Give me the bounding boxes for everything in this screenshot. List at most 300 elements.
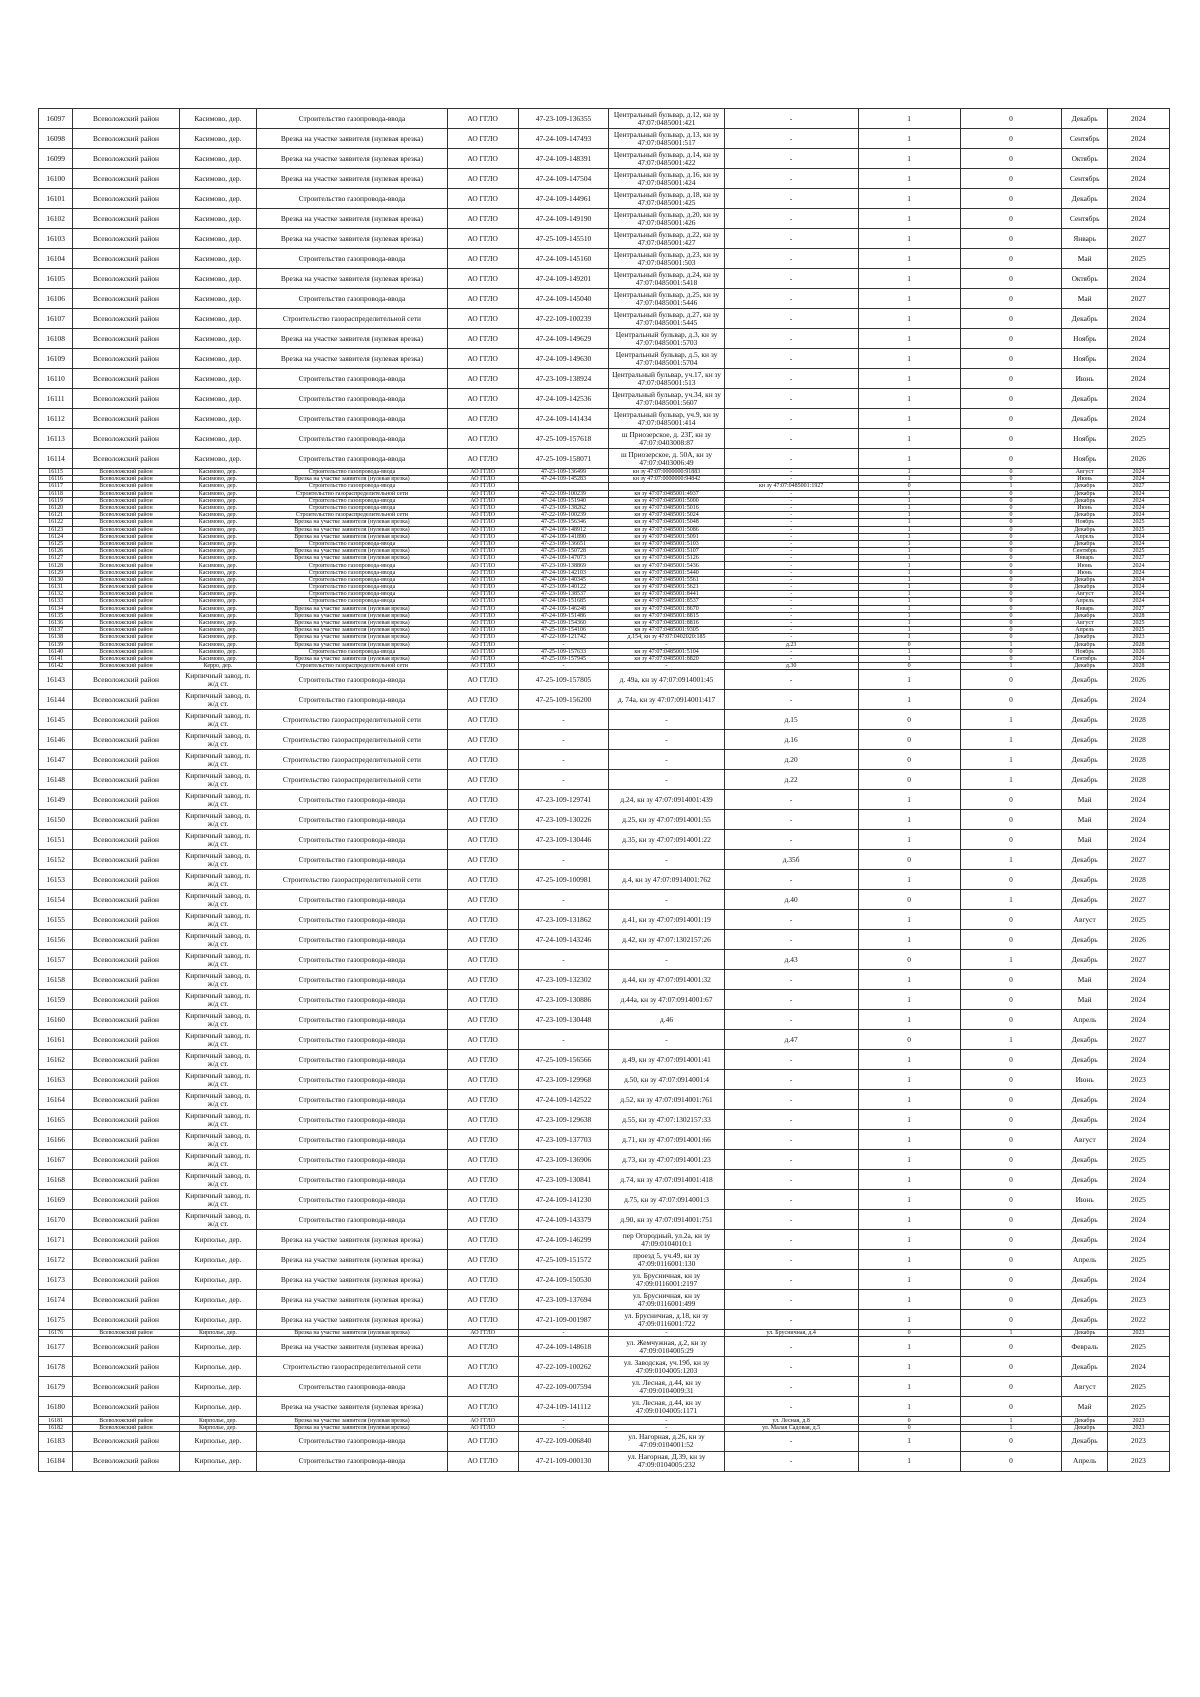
cell-work-type: Врезка на участке заявителя (нулевая врезка) — [257, 269, 448, 289]
cell-district: Всеволожский район — [73, 690, 179, 710]
table-row — [39, 1150, 1170, 1170]
table-row — [39, 730, 1170, 750]
cell-contract-number: 47-21-109-001987 — [518, 1310, 609, 1330]
cell-contract-number: 47-24-109-148391 — [518, 149, 609, 169]
cell-settlement: Кирпичный завод, п. ж/д ст. — [179, 690, 257, 710]
cell-settlement: Касимово, дер. — [179, 519, 257, 526]
cell-row-number: 16176 — [39, 1330, 73, 1337]
cell-month: Май — [1062, 990, 1107, 1010]
cell-address: ул. Жемчужная, д.2, кн зу 47:09:0104005:29 — [609, 1337, 724, 1357]
cell-year: 2024 — [1107, 389, 1169, 409]
cell-organization: АО ГГЛО — [447, 269, 518, 289]
cell-month: Август — [1062, 1130, 1107, 1150]
cell-row-number: 16113 — [39, 429, 73, 449]
cell-address: Центральный бульвар, д.18, кн зу 47:07:0485001:425 — [609, 189, 724, 209]
cell-year: 2025 — [1107, 1397, 1169, 1417]
cell-count-b: 0 — [960, 1337, 1062, 1357]
cell-address-alt: - — [724, 469, 858, 476]
cell-address-alt: - — [724, 555, 858, 562]
cell-row-number: 16148 — [39, 770, 73, 790]
table-row — [39, 526, 1170, 533]
table-row — [39, 540, 1170, 547]
cell-address: Центральный бульвар, д.5, кн зу 47:07:0485001:5704 — [609, 349, 724, 369]
cell-address-alt: - — [724, 209, 858, 229]
cell-count-a: 1 — [858, 149, 960, 169]
cell-district: Всеволожский район — [73, 655, 179, 662]
cell-district: Всеволожский район — [73, 569, 179, 576]
cell-year: 2023 — [1107, 1290, 1169, 1310]
cell-district: Всеволожский район — [73, 1050, 179, 1070]
cell-month: Декабрь — [1062, 483, 1107, 490]
cell-year: 2027 — [1107, 605, 1169, 612]
cell-work-type: Строительство газопровода-ввода — [257, 910, 448, 930]
cell-work-type: Строительство газопровода-ввода — [257, 569, 448, 576]
cell-row-number: 16178 — [39, 1357, 73, 1377]
cell-year: 2027 — [1107, 850, 1169, 870]
table-row — [39, 449, 1170, 469]
cell-year: 2026 — [1107, 930, 1169, 950]
table-row — [39, 1424, 1170, 1431]
cell-settlement: Касимово, дер. — [179, 149, 257, 169]
cell-contract-number: - — [518, 750, 609, 770]
cell-count-b: 0 — [960, 555, 1062, 562]
cell-district: Всеволожский район — [73, 1090, 179, 1110]
cell-count-a: 1 — [858, 409, 960, 429]
cell-contract-number: 47-25-109-157633 — [518, 648, 609, 655]
cell-organization: АО ГГЛО — [447, 930, 518, 950]
cell-count-a: 1 — [858, 1230, 960, 1250]
cell-address: д. 74а, кн зу 47:07:0914001:417 — [609, 690, 724, 710]
cell-work-type: Врезка на участке заявителя (нулевая врезка) — [257, 627, 448, 634]
cell-year: 2028 — [1107, 730, 1169, 750]
cell-address: кн зу 47:07:0485001:8820 — [609, 655, 724, 662]
cell-address-alt: - — [724, 1070, 858, 1090]
cell-address-alt: - — [724, 576, 858, 583]
cell-settlement: Кирполье, дер. — [179, 1397, 257, 1417]
cell-row-number: 16181 — [39, 1417, 73, 1424]
cell-row-number: 16121 — [39, 512, 73, 519]
cell-year: 2028 — [1107, 770, 1169, 790]
cell-count-b: 0 — [960, 830, 1062, 850]
cell-contract-number: 47-24-109-145160 — [518, 249, 609, 269]
cell-organization: АО ГГЛО — [447, 1330, 518, 1337]
cell-address: д.71, кн зу 47:07:0914001:66 — [609, 1130, 724, 1150]
cell-district: Всеволожский район — [73, 1030, 179, 1050]
cell-settlement: Кирполье, дер. — [179, 1451, 257, 1471]
cell-settlement: Касимово, дер. — [179, 576, 257, 583]
cell-month: Январь — [1062, 555, 1107, 562]
cell-district: Всеволожский район — [73, 1431, 179, 1451]
cell-organization: АО ГГЛО — [447, 1424, 518, 1431]
cell-address: - — [609, 1330, 724, 1337]
cell-row-number: 16168 — [39, 1170, 73, 1190]
cell-district: Всеволожский район — [73, 1190, 179, 1210]
cell-contract-number: 47-23-109-129968 — [518, 1070, 609, 1090]
cell-address-alt: - — [724, 634, 858, 641]
cell-organization: АО ГГЛО — [447, 730, 518, 750]
cell-row-number: 16172 — [39, 1250, 73, 1270]
cell-district: Всеволожский район — [73, 1397, 179, 1417]
cell-count-b: 0 — [960, 1377, 1062, 1397]
cell-year: 2024 — [1107, 309, 1169, 329]
cell-address-alt: - — [724, 830, 858, 850]
cell-count-b: 0 — [960, 109, 1062, 129]
cell-count-b: 0 — [960, 229, 1062, 249]
cell-settlement: Кирпичный завод, п. ж/д ст. — [179, 790, 257, 810]
cell-settlement: Кирпичный завод, п. ж/д ст. — [179, 850, 257, 870]
cell-row-number: 16184 — [39, 1451, 73, 1471]
cell-month: Ноябрь — [1062, 329, 1107, 349]
cell-count-a: 1 — [858, 512, 960, 519]
cell-address-alt: - — [724, 449, 858, 469]
cell-month: Апрель — [1062, 627, 1107, 634]
table-row — [39, 1050, 1170, 1070]
cell-contract-number: 47-23-109-138537 — [518, 591, 609, 598]
cell-district: Всеволожский район — [73, 490, 179, 497]
cell-address-alt: - — [724, 1150, 858, 1170]
cell-contract-number: 47-22-109-100239 — [518, 490, 609, 497]
cell-settlement: Касимово, дер. — [179, 512, 257, 519]
cell-address-alt: - — [724, 1337, 858, 1357]
cell-year: 2024 — [1107, 1110, 1169, 1130]
cell-count-b: 0 — [960, 1010, 1062, 1030]
table-row — [39, 548, 1170, 555]
cell-address: пер Огородный, ул.2а, кн зу 47:09:0104010:1 — [609, 1230, 724, 1250]
cell-year: 2024 — [1107, 576, 1169, 583]
cell-month: Декабрь — [1062, 930, 1107, 950]
cell-count-b: 0 — [960, 930, 1062, 950]
table-row — [39, 930, 1170, 950]
cell-work-type: Врезка на участке заявителя (нулевая врезка) — [257, 548, 448, 555]
cell-organization: АО ГГЛО — [447, 329, 518, 349]
table-row — [39, 497, 1170, 504]
cell-count-b: 0 — [960, 1357, 1062, 1377]
cell-month: Август — [1062, 910, 1107, 930]
cell-row-number: 16141 — [39, 655, 73, 662]
cell-organization: АО ГГЛО — [447, 562, 518, 569]
cell-contract-number: - — [518, 1330, 609, 1337]
cell-contract-number: 47-25-109-158071 — [518, 449, 609, 469]
cell-row-number: 16147 — [39, 750, 73, 770]
cell-contract-number: 47-24-109-143246 — [518, 930, 609, 950]
cell-contract-number: 47-22-109-006840 — [518, 1431, 609, 1451]
cell-count-a: 1 — [858, 1010, 960, 1030]
cell-contract-number: - — [518, 730, 609, 750]
cell-count-a: 1 — [858, 612, 960, 619]
cell-settlement: Касимово, дер. — [179, 619, 257, 626]
cell-work-type: Строительство газораспределительной сети — [257, 663, 448, 670]
cell-count-a: 1 — [858, 490, 960, 497]
cell-count-a: 1 — [858, 598, 960, 605]
cell-address-alt: - — [724, 309, 858, 329]
cell-count-b: 0 — [960, 790, 1062, 810]
cell-count-b: 0 — [960, 329, 1062, 349]
cell-work-type: Строительство газопровода-ввода — [257, 950, 448, 970]
cell-address-alt: - — [724, 533, 858, 540]
cell-address: Центральный бульвар, д.20, кн зу 47:07:0485001:426 — [609, 209, 724, 229]
cell-count-b: 0 — [960, 1090, 1062, 1110]
table-row — [39, 533, 1170, 540]
cell-month: Июнь — [1062, 504, 1107, 511]
cell-district: Всеволожский район — [73, 1170, 179, 1190]
cell-year: 2024 — [1107, 409, 1169, 429]
cell-year: 2024 — [1107, 810, 1169, 830]
cell-count-a: 1 — [858, 1050, 960, 1070]
cell-count-b: 0 — [960, 634, 1062, 641]
cell-count-b: 0 — [960, 1070, 1062, 1090]
cell-address-alt: - — [724, 1357, 858, 1377]
cell-work-type: Врезка на участке заявителя (нулевая врезка) — [257, 1250, 448, 1270]
table-row — [39, 289, 1170, 309]
cell-settlement: Кирпичный завод, п. ж/д ст. — [179, 830, 257, 850]
cell-year: 2024 — [1107, 490, 1169, 497]
cell-address-alt: - — [724, 109, 858, 129]
cell-settlement: Касимово, дер. — [179, 469, 257, 476]
cell-contract-number: 47-24-109-147504 — [518, 169, 609, 189]
cell-month: Январь — [1062, 605, 1107, 612]
cell-settlement: Кирпичный завод, п. ж/д ст. — [179, 1010, 257, 1030]
cell-count-a: 1 — [858, 469, 960, 476]
cell-district: Всеволожский район — [73, 309, 179, 329]
cell-district: Всеволожский район — [73, 770, 179, 790]
cell-settlement: Касимово, дер. — [179, 634, 257, 641]
cell-organization: АО ГГЛО — [447, 519, 518, 526]
cell-contract-number: 47-24-109-145040 — [518, 289, 609, 309]
table-row — [39, 870, 1170, 890]
cell-settlement: Касимово, дер. — [179, 249, 257, 269]
cell-contract-number: 47-24-109-151486 — [518, 612, 609, 619]
cell-district: Всеволожский район — [73, 1230, 179, 1250]
cell-row-number: 16129 — [39, 569, 73, 576]
cell-work-type: Строительство газораспределительной сети — [257, 309, 448, 329]
cell-row-number: 16135 — [39, 612, 73, 619]
cell-contract-number: - — [518, 890, 609, 910]
cell-year: 2024 — [1107, 584, 1169, 591]
cell-address: Центральный бульвар, д.14, кн зу 47:07:0485001:422 — [609, 149, 724, 169]
cell-count-a: 0 — [858, 1030, 960, 1050]
table-row — [39, 519, 1170, 526]
table-row — [39, 770, 1170, 790]
cell-address: - — [609, 1030, 724, 1050]
cell-settlement: Касимово, дер. — [179, 389, 257, 409]
cell-row-number: 16097 — [39, 109, 73, 129]
cell-organization: АО ГГЛО — [447, 591, 518, 598]
cell-contract-number: 47-24-109-151685 — [518, 598, 609, 605]
cell-row-number: 16157 — [39, 950, 73, 970]
cell-count-a: 1 — [858, 289, 960, 309]
cell-month: Декабрь — [1062, 584, 1107, 591]
cell-month: Сентябрь — [1062, 209, 1107, 229]
cell-row-number: 16175 — [39, 1310, 73, 1330]
cell-year: 2024 — [1107, 169, 1169, 189]
cell-row-number: 16112 — [39, 409, 73, 429]
cell-address-alt: - — [724, 569, 858, 576]
table-row — [39, 1377, 1170, 1397]
cell-count-a: 1 — [858, 634, 960, 641]
cell-count-b: 0 — [960, 576, 1062, 583]
cell-work-type: Строительство газопровода-ввода — [257, 189, 448, 209]
cell-settlement: Касимово, дер. — [179, 349, 257, 369]
cell-address: ш Приозерское, д. 23Г, кн зу 47:07:0403008:87 — [609, 429, 724, 449]
cell-address-alt: - — [724, 655, 858, 662]
cell-organization: АО ГГЛО — [447, 1110, 518, 1130]
cell-row-number: 16180 — [39, 1397, 73, 1417]
cell-contract-number: 47-24-109-149190 — [518, 209, 609, 229]
cell-work-type: Врезка на участке заявителя (нулевая врезка) — [257, 229, 448, 249]
cell-address-alt: д.23 — [724, 641, 858, 648]
cell-count-a: 0 — [858, 730, 960, 750]
cell-address-alt: - — [724, 329, 858, 349]
cell-count-b: 0 — [960, 990, 1062, 1010]
cell-count-a: 0 — [858, 950, 960, 970]
cell-address: д.24, кн зу 47:07:0914001:439 — [609, 790, 724, 810]
cell-work-type: Строительство газопровода-ввода — [257, 1110, 448, 1130]
cell-district: Всеволожский район — [73, 449, 179, 469]
cell-address: кн зу 47:07:0485001:4937 — [609, 490, 724, 497]
cell-work-type: Врезка на участке заявителя (нулевая врезка) — [257, 349, 448, 369]
cell-organization: АО ГГЛО — [447, 750, 518, 770]
cell-organization: АО ГГЛО — [447, 1230, 518, 1250]
cell-work-type: Врезка на участке заявителя (нулевая врезка) — [257, 655, 448, 662]
cell-year: 2024 — [1107, 591, 1169, 598]
cell-work-type: Врезка на участке заявителя (нулевая врезка) — [257, 129, 448, 149]
cell-month: Декабрь — [1062, 770, 1107, 790]
cell-year: 2024 — [1107, 504, 1169, 511]
cell-district: Всеволожский район — [73, 349, 179, 369]
cell-count-b: 0 — [960, 540, 1062, 547]
cell-organization: АО ГГЛО — [447, 249, 518, 269]
cell-count-a: 1 — [858, 1070, 960, 1090]
cell-address: - — [609, 663, 724, 670]
cell-address-alt: - — [724, 870, 858, 890]
cell-year: 2027 — [1107, 555, 1169, 562]
cell-count-b: 0 — [960, 648, 1062, 655]
cell-address: кн зу 47:07:0000000:94842 — [609, 476, 724, 483]
cell-row-number: 16163 — [39, 1070, 73, 1090]
cell-month: Декабрь — [1062, 1110, 1107, 1130]
cell-organization: АО ГГЛО — [447, 1397, 518, 1417]
cell-contract-number: 47-25-109-157945 — [518, 655, 609, 662]
cell-address: д.55, кн зу 47:07:1302157:33 — [609, 1110, 724, 1130]
cell-count-a: 1 — [858, 591, 960, 598]
cell-settlement: Касимово, дер. — [179, 555, 257, 562]
cell-address: проезд 5, уч.49, кн зу 47:09:0116001:130 — [609, 1250, 724, 1270]
cell-address-alt: - — [724, 990, 858, 1010]
cell-row-number: 16156 — [39, 930, 73, 950]
cell-row-number: 16167 — [39, 1150, 73, 1170]
cell-work-type: Врезка на участке заявителя (нулевая врезка) — [257, 605, 448, 612]
cell-count-a: 1 — [858, 1130, 960, 1150]
cell-row-number: 16114 — [39, 449, 73, 469]
cell-year: 2024 — [1107, 497, 1169, 504]
cell-year: 2024 — [1107, 209, 1169, 229]
cell-settlement: Касимово, дер. — [179, 309, 257, 329]
cell-organization: АО ГГЛО — [447, 950, 518, 970]
cell-settlement: Кирпичный завод, п. ж/д ст. — [179, 1130, 257, 1150]
cell-district: Всеволожский район — [73, 229, 179, 249]
table-row — [39, 429, 1170, 449]
cell-count-b: 0 — [960, 389, 1062, 409]
cell-row-number: 16117 — [39, 483, 73, 490]
cell-organization: АО ГГЛО — [447, 409, 518, 429]
cell-organization: АО ГГЛО — [447, 612, 518, 619]
cell-work-type: Строительство газопровода-ввода — [257, 1170, 448, 1190]
table-row — [39, 129, 1170, 149]
table-row — [39, 1431, 1170, 1451]
cell-month: Сентябрь — [1062, 129, 1107, 149]
cell-count-a: 1 — [858, 576, 960, 583]
table-row — [39, 970, 1170, 990]
cell-organization: АО ГГЛО — [447, 598, 518, 605]
cell-row-number: 16110 — [39, 369, 73, 389]
cell-district: Всеволожский район — [73, 670, 179, 690]
cell-work-type: Строительство газопровода-ввода — [257, 540, 448, 547]
cell-count-a: 0 — [858, 1424, 960, 1431]
cell-address: Центральный бульвар, д.16, кн зу 47:07:0485001:424 — [609, 169, 724, 189]
table-row — [39, 1190, 1170, 1210]
cell-count-b: 0 — [960, 910, 1062, 930]
cell-settlement: Кирполье, дер. — [179, 1230, 257, 1250]
cell-settlement: Касимово, дер. — [179, 497, 257, 504]
cell-month: Май — [1062, 790, 1107, 810]
cell-work-type: Строительство газораспределительной сети — [257, 490, 448, 497]
cell-row-number: 16133 — [39, 598, 73, 605]
table-row — [39, 1270, 1170, 1290]
cell-work-type: Строительство газопровода-ввода — [257, 690, 448, 710]
cell-count-b: 0 — [960, 562, 1062, 569]
cell-address: - — [609, 1424, 724, 1431]
table-row — [39, 469, 1170, 476]
cell-month: Декабрь — [1062, 634, 1107, 641]
cell-month: Декабрь — [1062, 612, 1107, 619]
cell-address-alt: - — [724, 249, 858, 269]
cell-address-alt: - — [724, 690, 858, 710]
cell-settlement: Касимово, дер. — [179, 449, 257, 469]
cell-row-number: 16101 — [39, 189, 73, 209]
cell-row-number: 16106 — [39, 289, 73, 309]
cell-contract-number: 47-24-109-146299 — [518, 1230, 609, 1250]
cell-count-a: 1 — [858, 129, 960, 149]
table-row — [39, 189, 1170, 209]
cell-contract-number: 47-24-109-148912 — [518, 526, 609, 533]
cell-address-alt: - — [724, 369, 858, 389]
cell-settlement: Касимово, дер. — [179, 189, 257, 209]
cell-count-a: 1 — [858, 1250, 960, 1270]
cell-contract-number: 47-22-109-121742 — [518, 634, 609, 641]
cell-count-a: 1 — [858, 497, 960, 504]
cell-month: Декабрь — [1062, 1050, 1107, 1070]
cell-settlement: Кирполье, дер. — [179, 1357, 257, 1377]
cell-year: 2025 — [1107, 429, 1169, 449]
cell-organization: АО ГГЛО — [447, 850, 518, 870]
cell-address: Центральный бульвар, д.12, кн зу 47:07:0485001:421 — [609, 109, 724, 129]
cell-address-alt: - — [724, 584, 858, 591]
cell-address: кн зу 47:07:0485001:8670 — [609, 605, 724, 612]
cell-count-b: 0 — [960, 1190, 1062, 1210]
cell-district: Всеволожский район — [73, 830, 179, 850]
cell-district: Всеволожский район — [73, 870, 179, 890]
cell-work-type: Строительство газопровода-ввода — [257, 369, 448, 389]
cell-work-type: Строительство газопровода-ввода — [257, 648, 448, 655]
cell-work-type: Врезка на участке заявителя (нулевая врезка) — [257, 519, 448, 526]
cell-row-number: 16152 — [39, 850, 73, 870]
cell-settlement: Кирпичный завод, п. ж/д ст. — [179, 670, 257, 690]
cell-district: Всеволожский район — [73, 930, 179, 950]
cell-address: ул. Лесная, д.44, кн зу 47:09:0104005:1171 — [609, 1397, 724, 1417]
table-row — [39, 655, 1170, 662]
cell-district: Всеволожский район — [73, 329, 179, 349]
cell-address: д.74, кн зу 47:07:0914001:418 — [609, 1170, 724, 1190]
